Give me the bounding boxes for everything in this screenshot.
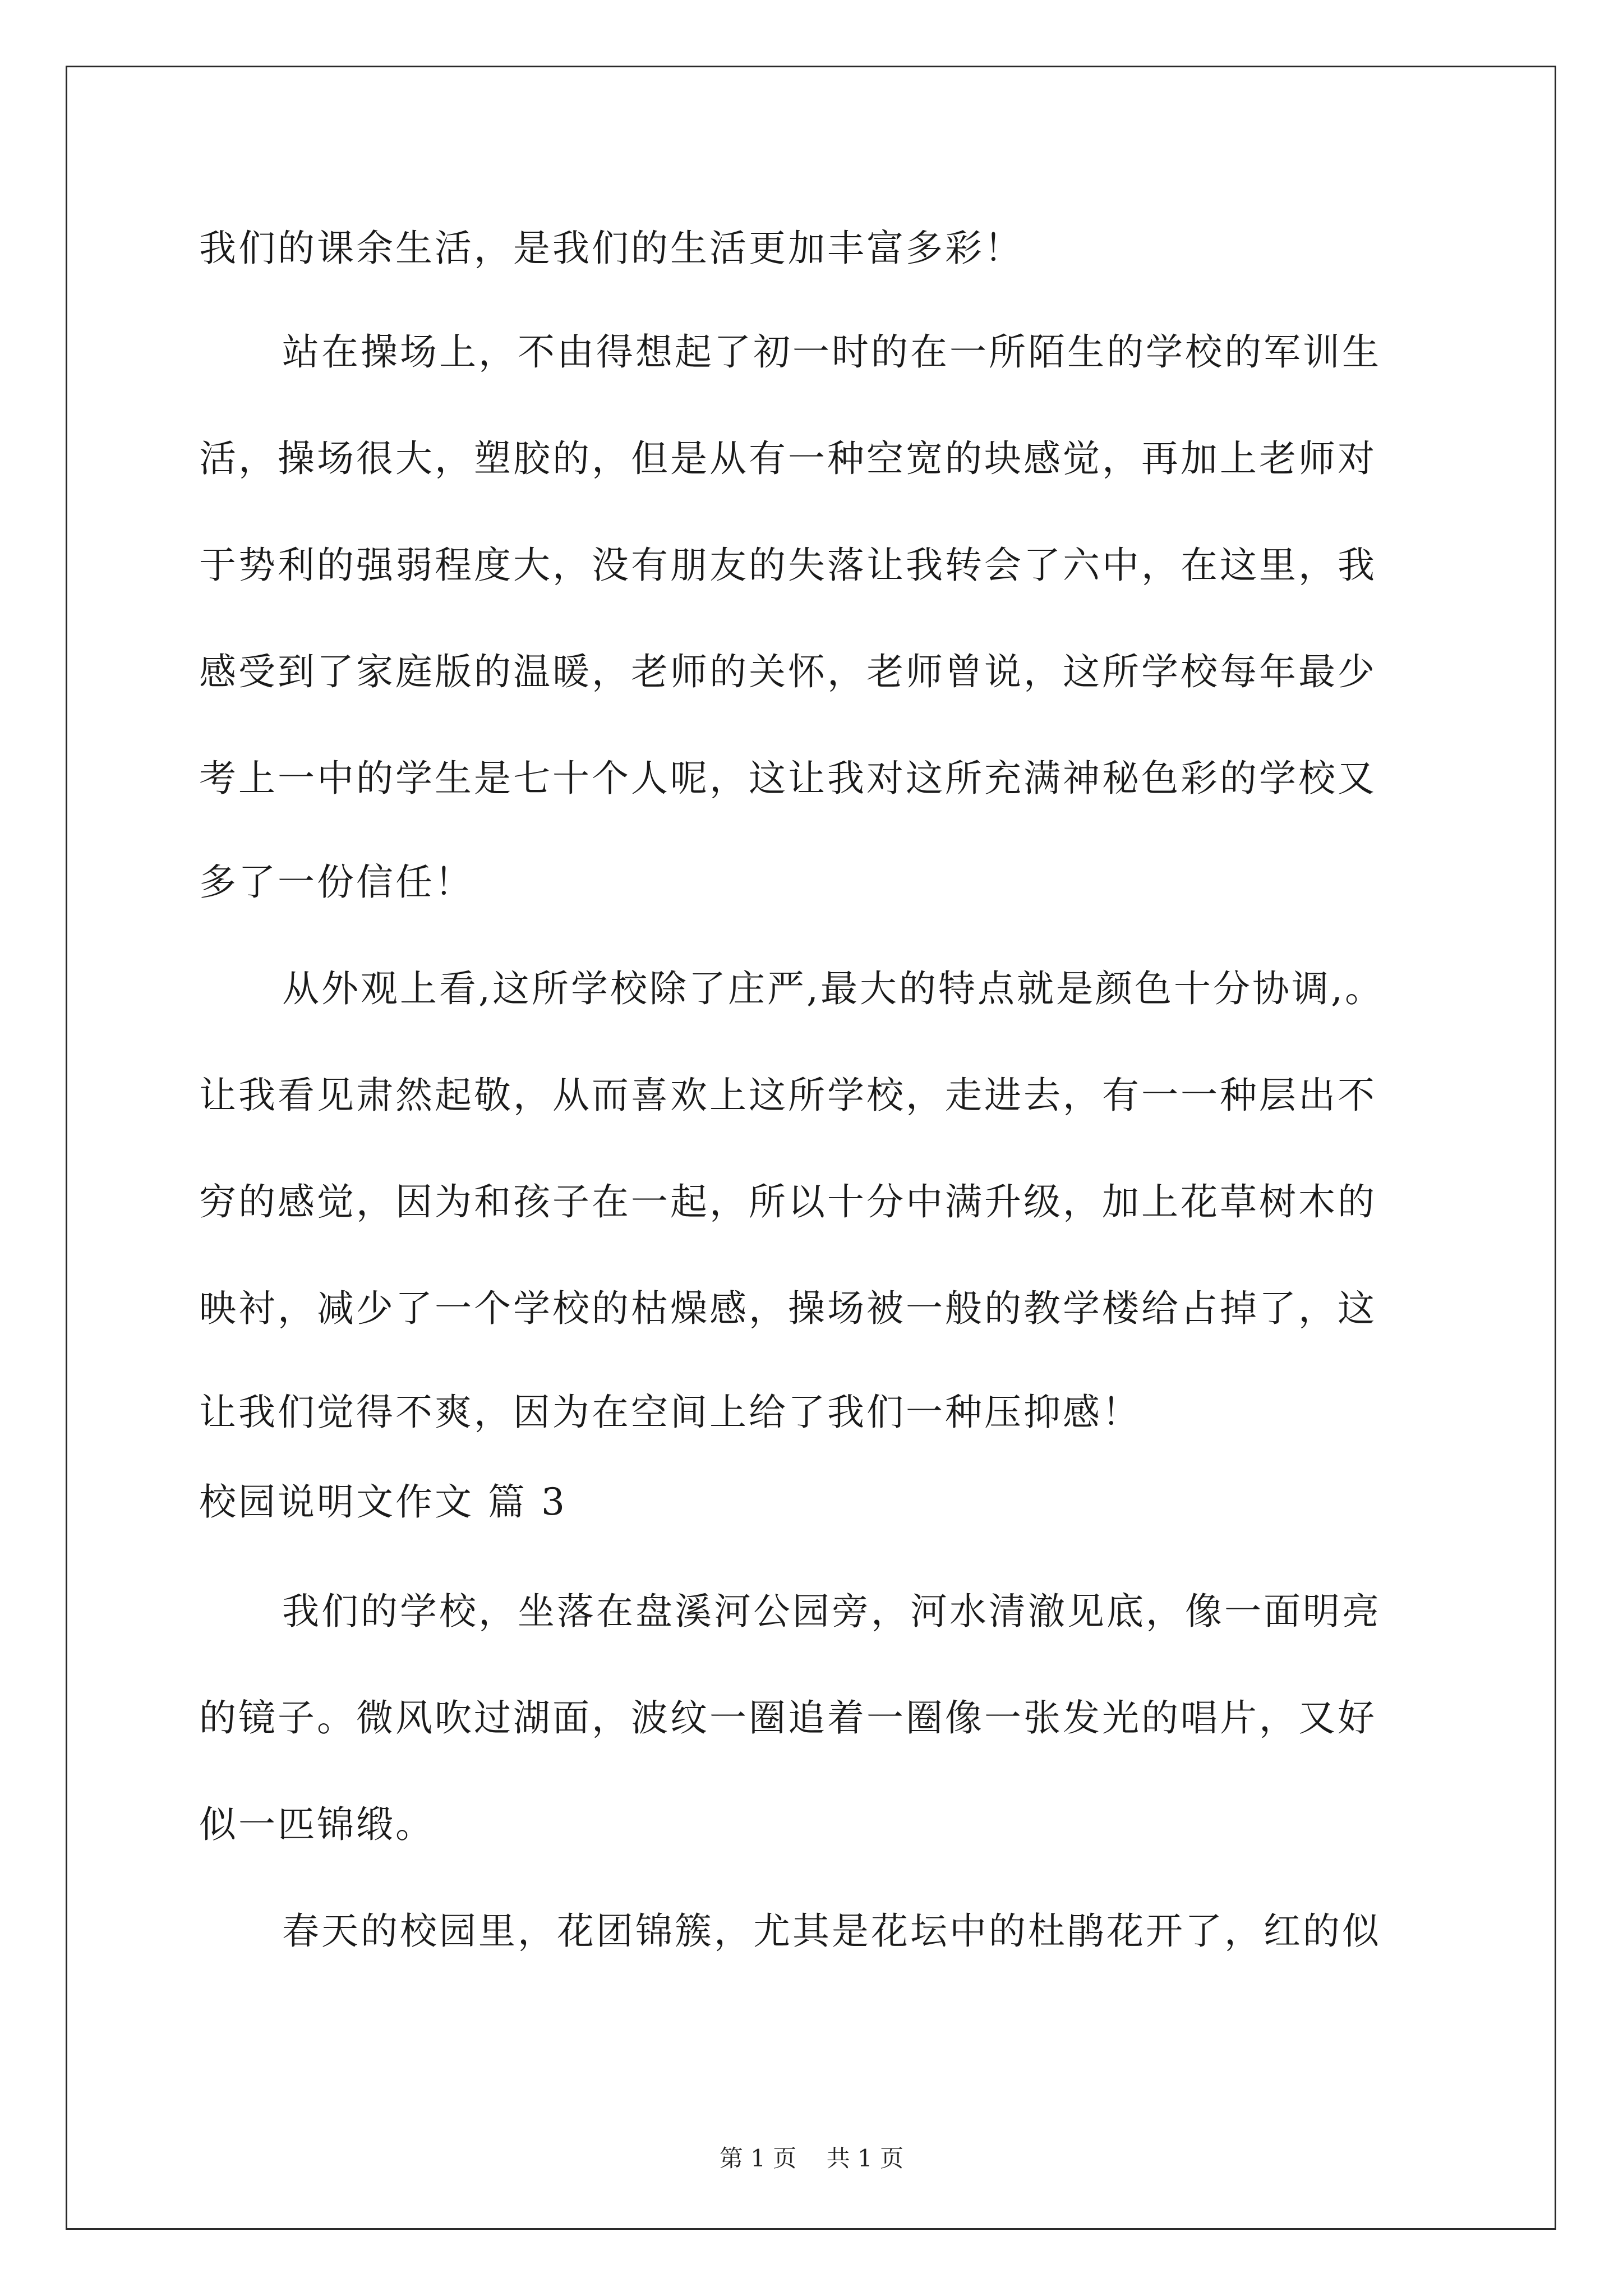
text-line: 从外观上看,这所学校除了庄严,最大的特点就是颜色十分协调,。 (282, 967, 1384, 1010)
text-line: 我们的课余生活，是我们的生活更加丰富多彩！ (199, 227, 1023, 270)
text-line: 站在操场上，不由得想起了初一时的在一所陌生的学校的军训生 (282, 330, 1381, 374)
text-line: 于势利的强弱程度大，没有朋友的失落让我转会了六中，在这里，我 (199, 544, 1377, 587)
text-line: 我们的学校，坐落在盘溪河公园旁，河水清澈见底，像一面明亮 (282, 1590, 1381, 1633)
text-line: 似一匹锦缎。 (199, 1803, 435, 1846)
page-border (66, 66, 1556, 2230)
text-line: 让我们觉得不爽，因为在空间上给了我们一种压抑感！ (199, 1391, 1141, 1434)
text-line: 映衬，减少了一个学校的枯燥感，操场被一般的教学楼给占掉了，这 (199, 1287, 1377, 1330)
text-line: 考上一中的学生是七十个人呢，这让我对这所充满神秘色彩的学校又 (199, 757, 1377, 800)
text-line: 的镜子。微风吹过湖面，波纹一圈追着一圈像一张发光的唱片，又好 (199, 1696, 1377, 1740)
text-line: 多了一份信任！ (199, 861, 474, 904)
text-line: 感受到了家庭版的温暖，老师的关怀，老师曾说，这所学校每年最少 (199, 650, 1377, 693)
text-line: 穷的感觉，因为和孩子在一起，所以十分中满升级，加上花草树木的 (199, 1180, 1377, 1223)
text-line: 春天的校园里，花团锦簇，尤其是花坛中的杜鹃花开了，红的似 (282, 1910, 1381, 1953)
section-heading: 校园说明文作文 篇 3 (199, 1480, 567, 1524)
text-line: 让我看见肃然起敬，从而喜欢上这所学校，走进去，有一一种层出不 (199, 1074, 1377, 1117)
text-line: 活，操场很大，塑胶的，但是从有一种空宽的块感觉，再加上老师对 (199, 437, 1377, 480)
page-number: 第 1 页 共 1 页 (719, 2145, 904, 2172)
